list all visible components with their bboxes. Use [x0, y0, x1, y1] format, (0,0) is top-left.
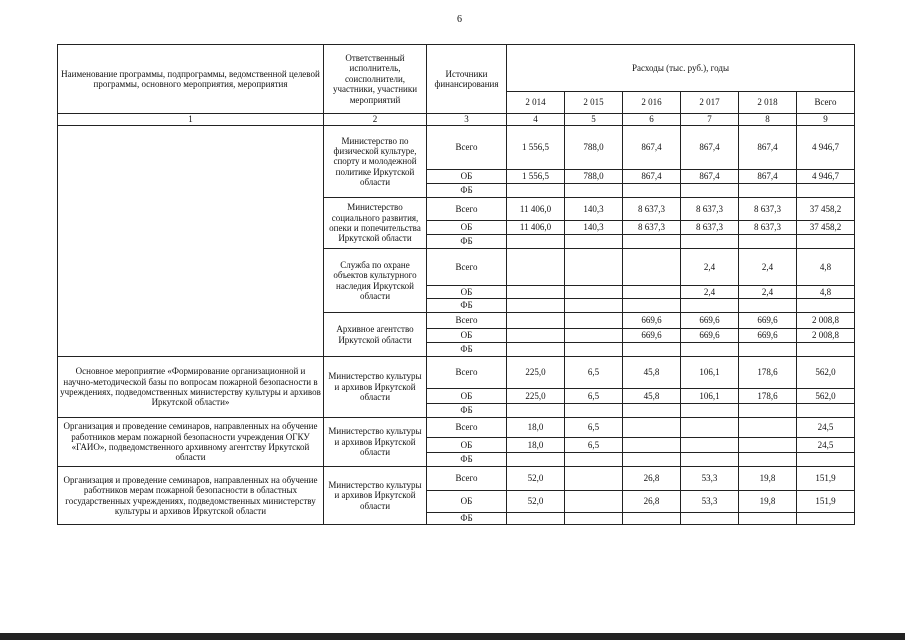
amount-cell: 178,6 — [739, 357, 797, 389]
source-cell: Всего — [427, 357, 507, 389]
amount-cell — [565, 404, 623, 418]
amount-cell — [681, 453, 739, 467]
amount-cell — [623, 453, 681, 467]
amount-cell: 8 637,3 — [681, 198, 739, 221]
amount-cell: 669,6 — [739, 329, 797, 343]
header-total: Всего — [797, 92, 855, 114]
total-cell: 24,5 — [797, 418, 855, 438]
amount-cell: 45,8 — [623, 389, 681, 404]
source-cell: ФБ — [427, 404, 507, 418]
program-cell — [58, 126, 324, 357]
amount-cell: 45,8 — [623, 357, 681, 389]
amount-cell: 669,6 — [681, 313, 739, 329]
amount-cell — [507, 249, 565, 286]
header-year: 2 018 — [739, 92, 797, 114]
table-row — [58, 357, 855, 389]
total-cell: 4,8 — [797, 286, 855, 299]
amount-cell: 53,3 — [681, 491, 739, 513]
total-cell: 562,0 — [797, 389, 855, 404]
amount-cell — [739, 184, 797, 198]
amount-cell: 6,5 — [565, 389, 623, 404]
amount-cell — [623, 299, 681, 313]
amount-cell: 669,6 — [681, 329, 739, 343]
amount-cell: 6,5 — [565, 357, 623, 389]
total-cell — [797, 299, 855, 313]
total-cell: 37 458,2 — [797, 198, 855, 221]
amount-cell — [565, 491, 623, 513]
source-cell: ОБ — [427, 286, 507, 299]
source-cell: ОБ — [427, 170, 507, 184]
header-year: 2 017 — [681, 92, 739, 114]
amount-cell — [565, 343, 623, 357]
col-number: 1 — [58, 114, 324, 126]
amount-cell — [565, 235, 623, 249]
executor-cell: Министерство культуры и архивов Иркутской области — [324, 467, 427, 525]
amount-cell — [623, 343, 681, 357]
total-cell — [797, 513, 855, 525]
amount-cell: 8 637,3 — [623, 198, 681, 221]
amount-cell — [681, 404, 739, 418]
page-number: 6 — [457, 14, 462, 25]
amount-cell — [739, 343, 797, 357]
source-cell: ФБ — [427, 235, 507, 249]
amount-cell: 8 637,3 — [681, 221, 739, 235]
source-cell: Всего — [427, 126, 507, 170]
amount-cell: 8 637,3 — [623, 221, 681, 235]
amount-cell — [623, 513, 681, 525]
amount-cell — [739, 453, 797, 467]
amount-cell: 19,8 — [739, 491, 797, 513]
source-cell: ФБ — [427, 513, 507, 525]
amount-cell — [507, 513, 565, 525]
amount-cell — [681, 235, 739, 249]
amount-cell — [623, 438, 681, 453]
amount-cell: 1 556,5 — [507, 170, 565, 184]
executor-cell: Служба по охране объектов культурного наследия Иркутской области — [324, 249, 427, 313]
amount-cell: 2,4 — [739, 249, 797, 286]
header-year: 2 015 — [565, 92, 623, 114]
amount-cell — [739, 404, 797, 418]
amount-cell: 18,0 — [507, 438, 565, 453]
col-number: 5 — [565, 114, 623, 126]
amount-cell: 867,4 — [681, 170, 739, 184]
amount-cell — [507, 286, 565, 299]
amount-cell: 6,5 — [565, 418, 623, 438]
source-cell: Всего — [427, 467, 507, 491]
total-cell: 562,0 — [797, 357, 855, 389]
amount-cell — [565, 313, 623, 329]
amount-cell: 6,5 — [565, 438, 623, 453]
col-number: 8 — [739, 114, 797, 126]
source-cell: Всего — [427, 418, 507, 438]
amount-cell — [623, 249, 681, 286]
table-row — [58, 126, 855, 170]
source-cell: ОБ — [427, 329, 507, 343]
source-cell: ОБ — [427, 221, 507, 235]
source-cell: ФБ — [427, 343, 507, 357]
amount-cell: 8 637,3 — [739, 198, 797, 221]
total-cell: 2 008,8 — [797, 313, 855, 329]
total-cell — [797, 343, 855, 357]
amount-cell: 11 406,0 — [507, 221, 565, 235]
total-cell — [797, 453, 855, 467]
amount-cell — [681, 418, 739, 438]
total-cell: 37 458,2 — [797, 221, 855, 235]
table-row — [58, 467, 855, 491]
amount-cell — [507, 313, 565, 329]
amount-cell: 18,0 — [507, 418, 565, 438]
col-number: 4 — [507, 114, 565, 126]
source-cell: ОБ — [427, 491, 507, 513]
amount-cell: 225,0 — [507, 389, 565, 404]
amount-cell — [681, 343, 739, 357]
amount-cell: 11 406,0 — [507, 198, 565, 221]
amount-cell — [507, 343, 565, 357]
amount-cell — [739, 418, 797, 438]
header-source: Источники финансирования — [427, 45, 507, 114]
amount-cell — [565, 299, 623, 313]
budget-table — [57, 44, 855, 525]
amount-cell — [739, 299, 797, 313]
col-number: 6 — [623, 114, 681, 126]
amount-cell — [681, 184, 739, 198]
amount-cell — [565, 286, 623, 299]
amount-cell — [565, 513, 623, 525]
header-year: 2 014 — [507, 92, 565, 114]
scan-edge — [0, 633, 905, 640]
executor-cell: Министерство культуры и архивов Иркутской области — [324, 418, 427, 467]
amount-cell — [739, 438, 797, 453]
source-cell: ФБ — [427, 299, 507, 313]
amount-cell: 669,6 — [623, 313, 681, 329]
amount-cell — [681, 513, 739, 525]
amount-cell: 8 637,3 — [739, 221, 797, 235]
amount-cell: 19,8 — [739, 467, 797, 491]
amount-cell — [507, 329, 565, 343]
amount-cell — [739, 513, 797, 525]
total-cell — [797, 235, 855, 249]
amount-cell — [507, 453, 565, 467]
amount-cell: 106,1 — [681, 389, 739, 404]
executor-cell: Министерство культуры и архивов Иркутской области — [324, 357, 427, 418]
source-cell: Всего — [427, 198, 507, 221]
source-cell: ОБ — [427, 389, 507, 404]
amount-cell — [623, 418, 681, 438]
total-cell: 2 008,8 — [797, 329, 855, 343]
amount-cell: 52,0 — [507, 467, 565, 491]
col-number: 3 — [427, 114, 507, 126]
amount-cell: 225,0 — [507, 357, 565, 389]
amount-cell — [565, 467, 623, 491]
amount-cell — [623, 184, 681, 198]
source-cell: Всего — [427, 249, 507, 286]
executor-cell: Министерство по физической культуре, спорту и молодежной политике Иркутской области — [324, 126, 427, 198]
total-cell: 4 946,7 — [797, 170, 855, 184]
amount-cell: 2,4 — [739, 286, 797, 299]
executor-cell: Архивное агентство Иркутской области — [324, 313, 427, 357]
amount-cell: 867,4 — [681, 126, 739, 170]
amount-cell — [739, 235, 797, 249]
amount-cell: 867,4 — [739, 170, 797, 184]
total-cell: 151,9 — [797, 491, 855, 513]
amount-cell — [507, 184, 565, 198]
amount-cell: 669,6 — [623, 329, 681, 343]
amount-cell — [507, 299, 565, 313]
amount-cell: 106,1 — [681, 357, 739, 389]
amount-cell — [623, 235, 681, 249]
amount-cell — [565, 184, 623, 198]
header-program: Наименование программы, подпрограммы, ведомственной целевой программы, основного мероприятия, мероприятия — [58, 45, 324, 114]
source-cell: ФБ — [427, 453, 507, 467]
source-cell: Всего — [427, 313, 507, 329]
total-cell — [797, 404, 855, 418]
amount-cell: 140,3 — [565, 221, 623, 235]
source-cell: ФБ — [427, 184, 507, 198]
amount-cell: 788,0 — [565, 126, 623, 170]
total-cell: 24,5 — [797, 438, 855, 453]
amount-cell — [565, 329, 623, 343]
total-cell: 4,8 — [797, 249, 855, 286]
header-expenses: Расходы (тыс. руб.), годы — [507, 45, 855, 92]
amount-cell — [507, 404, 565, 418]
executor-cell: Министерство социального развития, опеки и попечительства Иркутской области — [324, 198, 427, 249]
amount-cell — [565, 249, 623, 286]
source-cell: ОБ — [427, 438, 507, 453]
amount-cell: 669,6 — [739, 313, 797, 329]
amount-cell: 2,4 — [681, 249, 739, 286]
total-cell: 4 946,7 — [797, 126, 855, 170]
program-cell: Организация и проведение семинаров, направленных на обучение работников мерам пожарной безопасности в областных государственных учреждениях, подведомственных министерству культуры и архивов Иркутской области — [58, 467, 324, 525]
program-cell: Основное мероприятие «Формирование организационной и научно-методической базы по вопросам пожарной безопасности в учреждениях, подведомственных министерству культуры и архивов Иркутской области» — [58, 357, 324, 418]
amount-cell: 26,8 — [623, 491, 681, 513]
amount-cell: 53,3 — [681, 467, 739, 491]
total-cell: 151,9 — [797, 467, 855, 491]
amount-cell: 867,4 — [623, 170, 681, 184]
amount-cell — [565, 453, 623, 467]
amount-cell: 52,0 — [507, 491, 565, 513]
amount-cell — [507, 235, 565, 249]
header-year: 2 016 — [623, 92, 681, 114]
amount-cell: 140,3 — [565, 198, 623, 221]
amount-cell — [623, 286, 681, 299]
amount-cell: 788,0 — [565, 170, 623, 184]
col-number: 2 — [324, 114, 427, 126]
amount-cell: 1 556,5 — [507, 126, 565, 170]
program-cell: Организация и проведение семинаров, направленных на обучение работников мерам пожарной безопасности учреждения ОГКУ «ГАИО», подведомственного архивному агентству Иркутской области — [58, 418, 324, 467]
amount-cell: 2,4 — [681, 286, 739, 299]
total-cell — [797, 184, 855, 198]
amount-cell — [681, 438, 739, 453]
header-executor: Ответственный исполнитель, соисполнители, участники, участники мероприятий — [324, 45, 427, 114]
amount-cell: 178,6 — [739, 389, 797, 404]
amount-cell: 867,4 — [623, 126, 681, 170]
table-row — [58, 418, 855, 438]
col-number: 7 — [681, 114, 739, 126]
amount-cell — [681, 299, 739, 313]
amount-cell — [623, 404, 681, 418]
col-number: 9 — [797, 114, 855, 126]
amount-cell: 26,8 — [623, 467, 681, 491]
amount-cell: 867,4 — [739, 126, 797, 170]
